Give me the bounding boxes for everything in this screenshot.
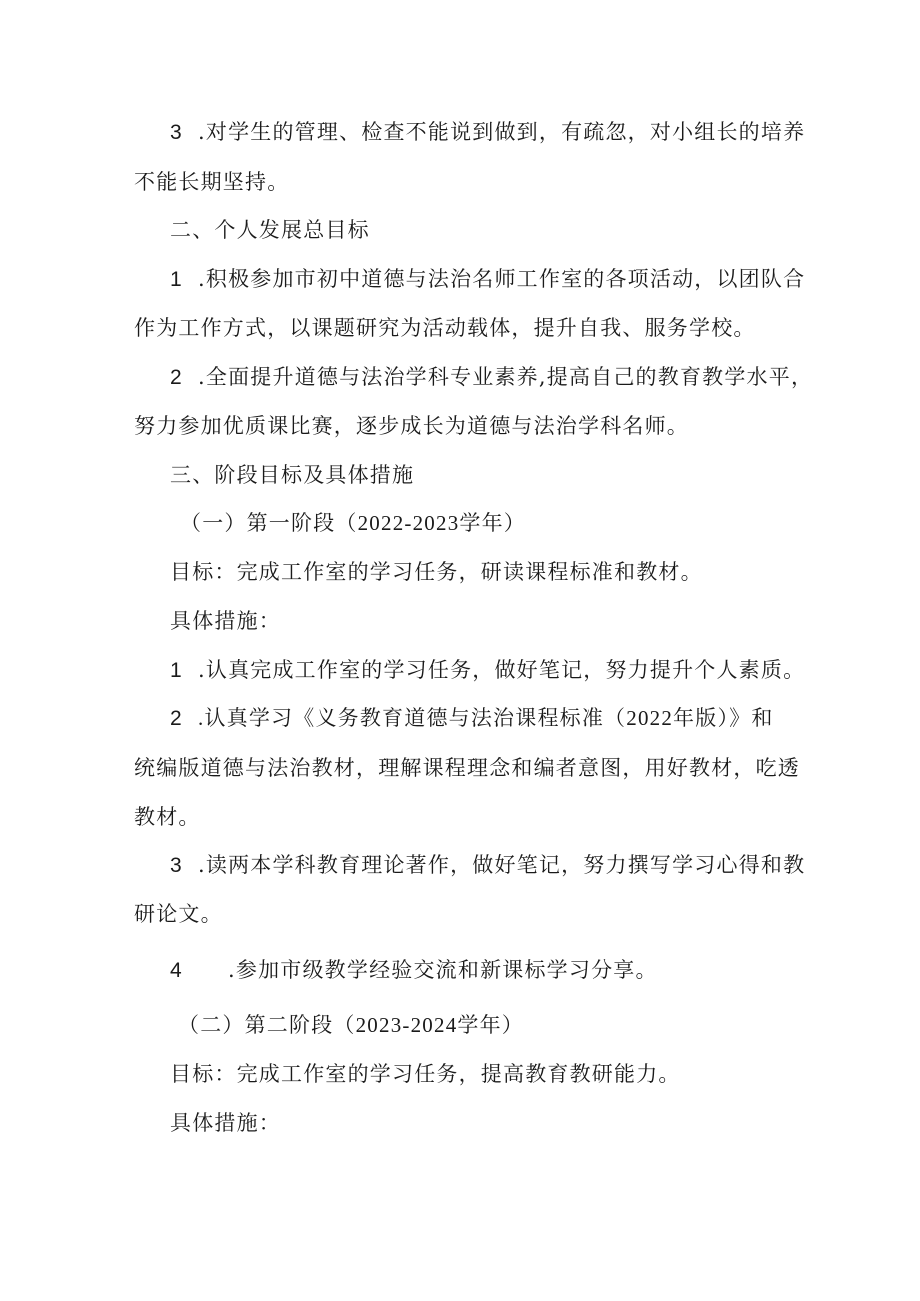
line-text: .认真学习《义务教育道德与法治课程标准（2022年版）》和 [198,706,774,730]
line-text: （二）第二阶段（2023-2024学年） [178,1013,524,1037]
paragraph-line [170,850,805,881]
line-text: 具体措施： [170,1111,281,1135]
line-text: .参加市级教学经验交流和新课标学习分享。 [228,958,658,982]
subsection-heading [178,1010,524,1040]
line-text: .积极参加市初中道德与法治名师工作室的各项活动，以团队合 [198,267,806,291]
paragraph-line [170,1059,681,1089]
paragraph-line [170,1108,281,1138]
line-text: 三、阶段目标及具体措施 [170,463,415,487]
paragraph-line [170,264,805,295]
line-text: .读两本学科教育理论著作，做好笔记，努力撰写学习心得和教 [198,853,806,877]
section-heading [170,460,414,490]
paragraph-line [134,753,800,783]
line-text: .对学生的管理、检查不能说到做到，有疏忽，对小组长的培养 [198,120,806,144]
line-text: 研论文。 [134,902,223,926]
line-text: .认真完成工作室的学习任务，做好笔记，努力提升个人素质。 [198,658,806,682]
line-text: （一）第一阶段（2022-2023学年） [180,511,526,535]
line-text: 二、个人发展总目标 [170,218,370,242]
list-number: 3 [170,854,183,877]
list-number: 4 [170,959,183,982]
line-text: 努力参加优质课比赛，逐步成长为道德与法治学科名师。 [134,414,689,438]
paragraph-line [170,606,281,636]
line-text: 不能长期坚持。 [134,170,290,194]
list-number: 1 [170,659,183,682]
paragraph-line [134,411,689,441]
subsection-heading [180,508,526,538]
paragraph-line [134,899,223,929]
list-number: 2 [170,366,183,389]
paragraph-line [170,703,774,734]
line-text: 作为工作方式，以课题研究为活动载体，提升自我、服务学校。 [134,316,756,340]
line-text: 目标：完成工作室的学习任务，研读课程标准和教材。 [170,560,703,584]
list-number: 2 [170,707,183,730]
paragraph-line [170,117,805,148]
line-text: 目标：完成工作室的学习任务，提高教育教研能力。 [170,1062,681,1086]
paragraph-line [134,313,756,343]
line-text: .全面提升道德与法治学科专业素养,提高自己的教育教学水平， [198,365,814,389]
paragraph-line [170,557,703,587]
paragraph-line [170,955,658,986]
paragraph-line [134,802,201,832]
line-text: 教材。 [134,805,201,829]
list-number: 1 [170,268,183,291]
line-text: 具体措施： [170,609,281,633]
section-heading [170,215,370,245]
paragraph-line [134,167,289,197]
paragraph-line [170,655,805,686]
paragraph-line [170,362,813,393]
list-number: 3 [170,121,183,144]
line-text: 统编版道德与法治教材，理解课程理念和编者意图，用好教材，吃透 [134,756,800,780]
